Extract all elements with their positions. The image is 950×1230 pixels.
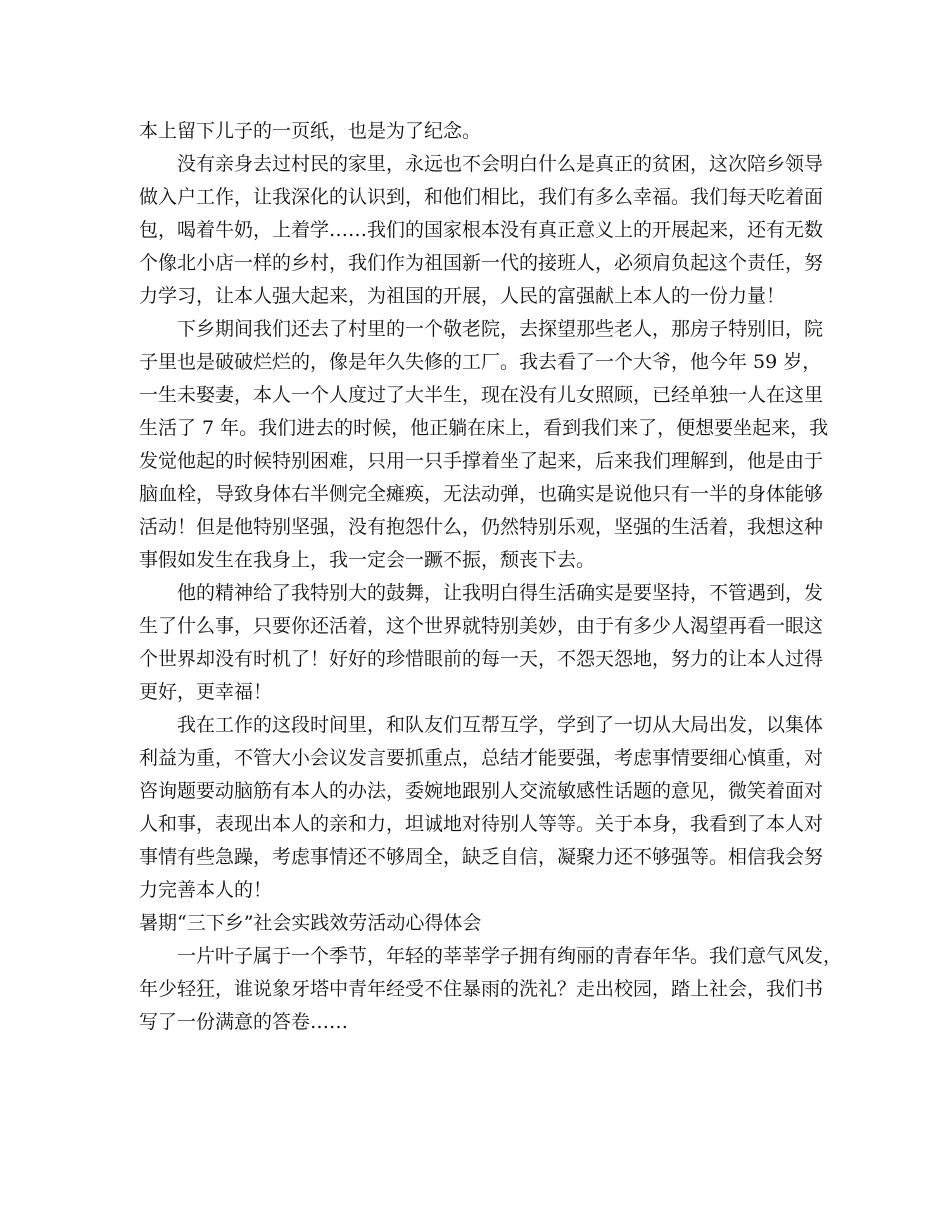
text-line: 人和事，表现出本人的亲和力，坦诚地对待别人等等。关于本身，我看到了本人对 bbox=[139, 813, 824, 835]
text-line: 咨询题要动脑筋有本人的办法，委婉地跟别人交流敏感性话题的意见，微笑着面对 bbox=[139, 780, 824, 802]
text-line: 做入户工作，让我深化的认识到，和他们相比，我们有多么幸福。我们每天吃着面 bbox=[139, 186, 824, 208]
paragraph-youth bbox=[139, 940, 843, 1039]
text-line: 利益为重，不管大小会议发言要抓重点，总结才能要强，考虑事情要细心慎重，对 bbox=[139, 747, 824, 769]
text-line: 我在工作的这段时间里，和队友们互帮互学，学到了一切从大局出发，以集体 bbox=[177, 714, 824, 736]
text-line: 活动！但是他特别坚强，没有抱怨什么，仍然特别乐观，坚强的生活着，我想这种 bbox=[139, 516, 824, 538]
text-line: 个世界却没有时机了！好好的珍惜眼前的每一天，不怨天怨地，努力的让本人过得 bbox=[139, 648, 824, 670]
text-line: 力完善本人的！ bbox=[139, 879, 273, 901]
text-line: 力学习，让本人强大起来，为祖国的开展，人民的富强献上本人的一份力量！ bbox=[139, 285, 786, 307]
text-line: 脑血栓，导致身体右半侧完全瘫痪，无法动弹，也确实是说他只有一半的身体能够 bbox=[139, 483, 824, 505]
text-line: 生了什么事，只要你还活着，这个世界就特别美妙，由于有多少人渴望再看一眼这 bbox=[139, 615, 824, 637]
paragraph-continuation bbox=[139, 115, 819, 148]
text-line: 更好，更幸福！ bbox=[139, 681, 273, 703]
document-body bbox=[139, 115, 843, 1039]
text-line: 事假如发生在我身上，我一定会一蹶不振，颓丧下去。 bbox=[139, 549, 596, 571]
text-line: 发觉他起的时候特别困难，只用一只手撑着坐了起来，后来我们理解到，他是由于 bbox=[139, 450, 824, 472]
text-line: 本上留下儿子的一页纸，也是为了纪念。 bbox=[139, 120, 482, 142]
section-heading bbox=[139, 907, 819, 940]
heading-text: 暑期“三下乡”社会实践效劳活动心得体会 bbox=[139, 912, 482, 934]
paragraph-nursing-home bbox=[139, 313, 829, 577]
text-line: 事情有些急躁，考虑事情还不够周全，缺乏自信，凝聚力还不够强等。相信我会努 bbox=[139, 846, 824, 868]
text-line: 一生未娶妻，本人一个人度过了大半生，现在没有儿女照顾，已经单独一人在这里 bbox=[139, 384, 824, 406]
paragraph-village-poverty bbox=[139, 148, 824, 313]
paragraph-teamwork bbox=[139, 709, 824, 907]
text-line: 子里也是破破烂烂的，像是年久失修的工厂。我去看了一个大爷，他今年 59 岁， bbox=[139, 351, 822, 373]
text-line: 下乡期间我们还去了村里的一个敬老院，去探望那些老人，那房子特别旧，院 bbox=[177, 318, 824, 340]
paragraph-encouragement bbox=[139, 577, 824, 709]
text-line: 写了一份满意的答卷…… bbox=[139, 1011, 349, 1033]
text-line: 他的精神给了我特别大的鼓舞，让我明白得生活确实是要坚持，不管遇到，发 bbox=[177, 582, 824, 604]
text-line: 生活了 7 年。我们进去的时候，他正躺在床上，看到我们来了，便想要坐起来，我 bbox=[139, 417, 829, 439]
text-line: 没有亲身去过村民的家里，永远也不会明白什么是真正的贫困，这次陪乡领导 bbox=[177, 153, 824, 175]
text-line: 包，喝着牛奶，上着学……我们的国家根本没有真正意义上的开展起来，还有无数 bbox=[139, 219, 824, 241]
text-line: 一片叶子属于一个季节，年轻的莘莘学子拥有绚丽的青春年华。我们意气风发， bbox=[177, 945, 843, 967]
text-line: 年少轻狂，谁说象牙塔中青年经受不住暴雨的洗礼？走出校园，踏上社会，我们书 bbox=[139, 978, 824, 1000]
text-line: 个像北小店一样的乡村，我们作为祖国新一代的接班人，必须肩负起这个责任，努 bbox=[139, 252, 824, 274]
